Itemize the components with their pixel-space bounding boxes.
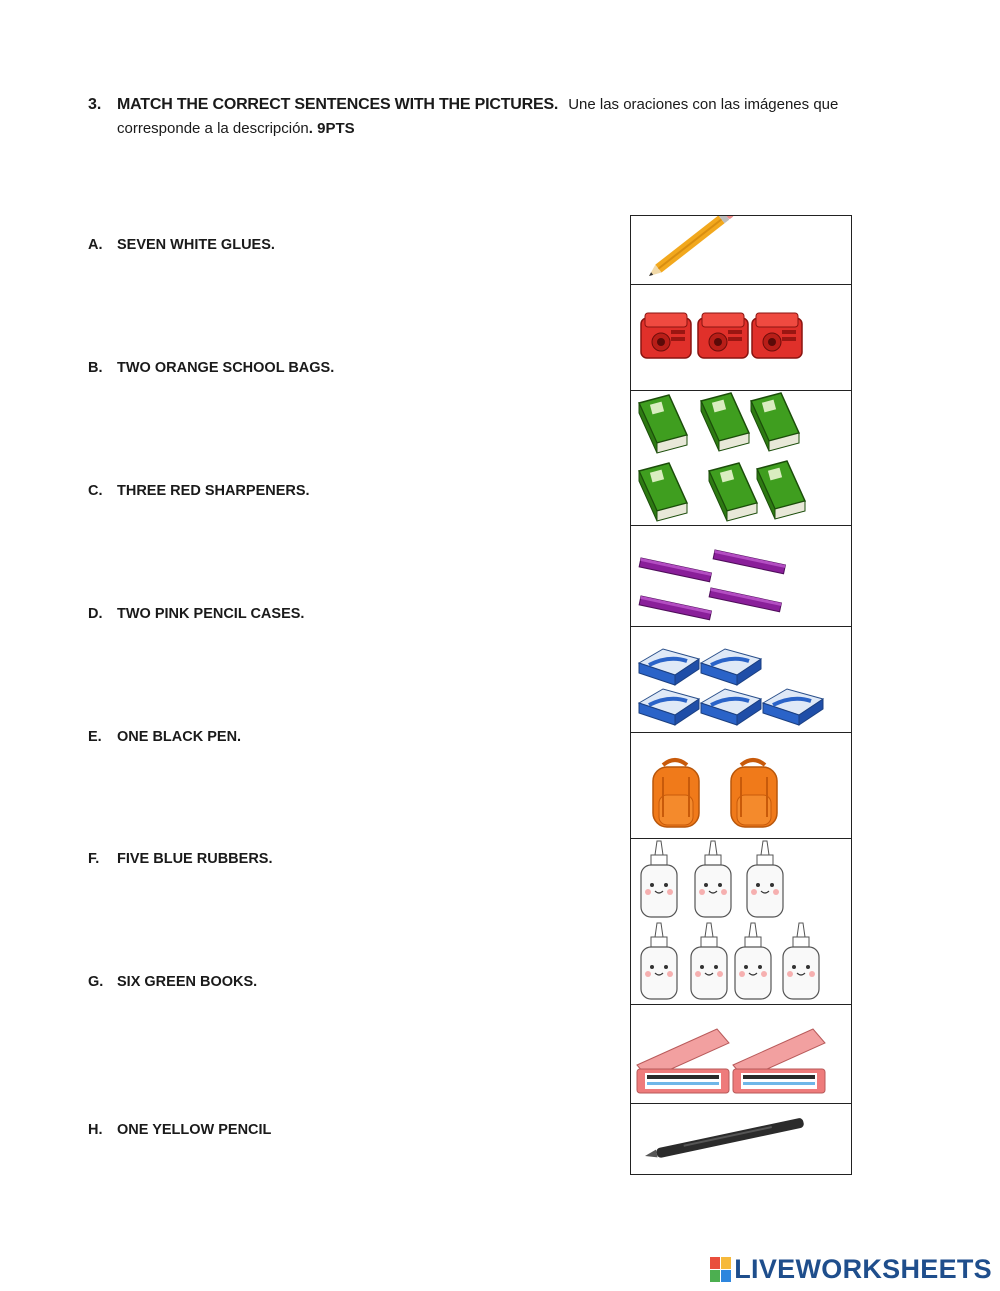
picture-school-bags[interactable] [631,732,851,838]
sentence-h[interactable] [88,1122,271,1138]
instruction-spanish-2: corresponde a la descripción [117,120,309,137]
rubber-icons [631,627,849,732]
instruction-title: MATCH THE CORRECT SENTENCES WITH THE PICTURES. [117,96,559,113]
question-number: 3. [88,96,102,113]
sentence-letter: E. [88,729,102,745]
sentence-letter: C. [88,483,103,499]
points-label: . 9PTS [308,120,355,137]
pencil-icon [631,216,849,284]
pencil-case-icons [631,1005,849,1103]
sharpener-icons [631,285,849,390]
sentence-text: SIX GREEN BOOKS. [117,974,258,990]
sentence-text: TWO PINK PENCIL CASES. [117,606,305,622]
sentence-text: ONE BLACK PEN. [117,729,242,745]
instruction-spanish-1: Une las oraciones con las imágenes que [568,96,839,113]
sentence-g[interactable] [88,974,257,990]
sentence-letter: B. [88,360,103,376]
instruction [88,96,958,137]
sentence-text: TWO ORANGE SCHOOL BAGS. [117,360,335,376]
picture-rulers[interactable] [631,525,851,626]
sentence-letter: G. [88,974,104,990]
picture-pencil[interactable] [631,215,851,284]
picture-pencil-cases[interactable] [631,1004,851,1103]
sentence-text: THREE RED SHARPENERS. [117,483,310,499]
sentence-letter: A. [88,237,103,253]
pen-icon [631,1104,849,1174]
logo-mark-icon [710,1257,731,1282]
sentence-f[interactable] [88,851,273,867]
sentence-text: SEVEN WHITE GLUES. [117,237,275,253]
picture-rubbers[interactable] [631,626,851,732]
sentence-d[interactable] [88,606,304,622]
sentence-b[interactable] [88,360,334,376]
sentence-e[interactable] [88,729,241,745]
school-bag-icons [631,733,849,838]
brand-name: LIVEWORKSHEETS [734,1254,992,1284]
liveworksheets-logo[interactable] [710,1254,992,1285]
sentence-a[interactable] [88,237,275,253]
sentence-text: ONE YELLOW PENCIL [117,1122,272,1138]
picture-sharpeners[interactable] [631,284,851,390]
picture-pen[interactable] [631,1103,851,1174]
picture-books[interactable] [631,390,851,525]
sentence-c[interactable] [88,483,310,499]
sharpener-icon [641,313,691,358]
glue-icons [631,839,849,1004]
ruler-icons [631,526,849,626]
sentence-letter: H. [88,1122,103,1138]
sentence-letter: D. [88,606,103,622]
picture-glues[interactable] [631,838,851,1004]
sentence-text: FIVE BLUE RUBBERS. [117,851,273,867]
sentence-letter: F. [88,851,100,867]
book-icons [631,391,849,525]
picture-column [630,215,852,1175]
